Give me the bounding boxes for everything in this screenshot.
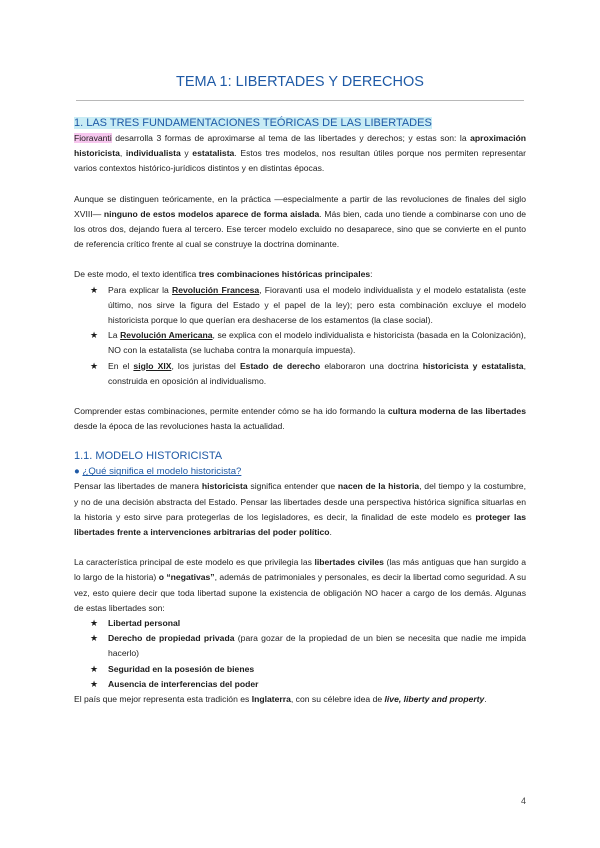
paragraph: Comprender estas combinaciones, permite entender cómo se ha ido formando la cultura moderna de las libertades desde la época de las revoluciones hasta la actualidad. (74, 406, 526, 432)
star-bullet-icon: ★ (90, 663, 99, 674)
star-bullet-icon: ★ (90, 284, 99, 295)
page-number: 4 (520, 796, 526, 806)
list-item: ★ Seguridad en la posesión de bienes (74, 662, 526, 677)
paragraph: De este modo, el texto identifica tres combinaciones históricas principales: (74, 269, 373, 280)
star-bullet-icon: ★ (90, 618, 99, 629)
question-text: ¿Qué significa el modelo historicista? (82, 466, 242, 478)
star-bullet-icon: ★ (90, 330, 99, 341)
list-item: ★ Derecho de propiedad privada (para gozar de la propiedad de un bien se necesita que nadie me impida hacerlo) (90, 633, 527, 659)
list-item: ★ La Revolución Americana, se explica con el modelo individualista e historicista (basada en la Colonización), NO con la estatalista (se luchaba contra la monarquía impuesta). (90, 330, 526, 356)
paragraph: Aunque se distinguen teóricamente, en la práctica —especialmente a partir de las revoluciones de finales del siglo XVIII— ninguno de estos modelos aparece de forma aislada. Más bien, cada uno tiende a combinarse con uno de los otros dos, dejando fuera al tercero. Ese tercer modelo excluido no desaparece, sino que se convierte en el punto de referencia crítico frente al cual se construye la doctrina dominante. (74, 193, 526, 250)
bullet-dot-icon: ● (74, 466, 80, 478)
star-bullet-icon: ★ (90, 633, 99, 644)
section-heading-1: 1. LAS TRES FUNDAMENTACIONES TEÓRICAS DE LAS LIBERTADES (74, 117, 432, 129)
combinations-list (74, 283, 526, 389)
paragraph: Fioravanti desarrolla 3 formas de aproximarse al tema de las libertades y derechos; y estas son: la aproximación historicista, individualista y estatalista. Estos tres modelos, nos resultan útiles porque nos permiten representar varios contextos histórico-jurídicos distintos y en distintas épocas. (74, 133, 526, 174)
star-bullet-icon: ★ (90, 360, 99, 371)
page-content (74, 116, 526, 707)
star-bullet-icon: ★ (90, 678, 99, 689)
section-heading-1-1: 1.1. MODELO HISTORICISTA (74, 450, 223, 463)
paragraph: El país que mejor representa esta tradición es Inglaterra, con su célebre idea de live, liberty and property. (74, 694, 487, 705)
paragraph: Pensar las libertades de manera historicista significa entender que nacen de la historia, del tiempo y la costumbre, y no de una decisión abstracta del Estado. Pensar las libertades desde una perspectiva histórica significa situarlas en la historia y esto sirve para protegerlas de los legisladores, es decir, la finalidad de este modelo es proteger las libertades frente a intervenciones arbitrarias del poder político. (74, 481, 527, 538)
title-divider (76, 100, 524, 101)
list-item: ★ Para explicar la Revolución Francesa, Fioravanti usa el modelo individualista y el modelo estatalista (este último, nos sirve la figura del Estado y el papel de la ley); pero esta combinación excluye el modelo historicista porque lo que querían era deshacerse de los estamentos (la clase social). (90, 284, 526, 326)
page-title: TEMA 1: LIBERTADES Y DERECHOS (176, 74, 424, 90)
liberties-list (74, 616, 526, 692)
list-item: ★ En el siglo XIX, los juristas del Estado de derecho elaboraron una doctrina historicista y estatalista, construida en oposición al individualismo. (90, 360, 526, 386)
list-item: ★ Libertad personal (74, 616, 526, 631)
question-line (74, 465, 526, 479)
paragraph: La característica principal de este modelo es que privilegia las libertades civiles (las más antiguas que han surgido a lo largo de la historia) o “negativas”, además de patrimoniales y personales, es decir la libertad como seguridad. A su vez, esto quiere decir que toda libertad supone la existencia de obligación NO hacer a cargo de los demás. Algunas de estas libertades son: (74, 557, 526, 613)
list-item: ★ Ausencia de interferencias del poder (74, 677, 526, 692)
